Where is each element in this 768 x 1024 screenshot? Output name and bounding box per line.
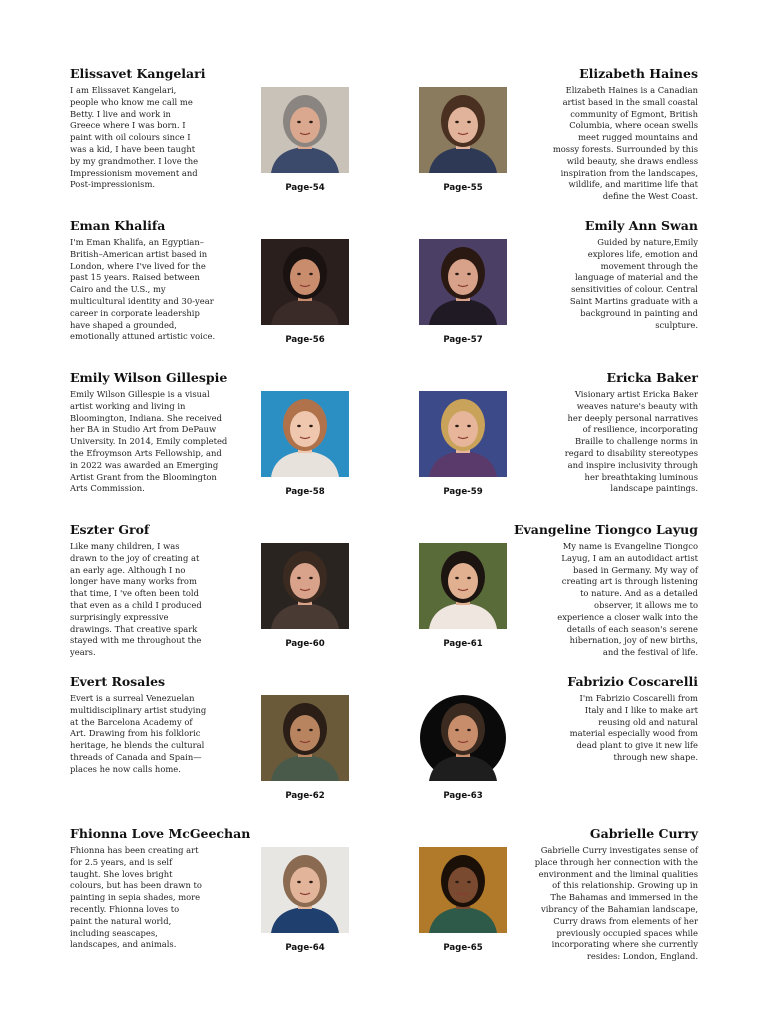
bio-line: I am Elissavet Kangelari, [70,85,177,95]
bio-line: Arts Commission. [70,483,145,494]
artist-bio [70,237,215,343]
artist-portrait [261,695,349,781]
bio-line: I'm Eman Khalifa, an Egyptian– [70,237,204,247]
bio-line: her breathtaking luminous [584,471,698,482]
bio-line: paint with oil colours since I [70,132,191,143]
bio-line: of this relationship. Growing up in [552,880,698,891]
bio-line: recently. Fhionna loves to [70,903,180,914]
artist-name: Evert Rosales [70,674,166,689]
bio-line: paint the natural world, [70,915,172,926]
page-reference: Page-59 [443,487,483,497]
bio-line: to nature. And as a detailed [580,588,698,599]
bio-line: reusing old and natural [598,716,698,727]
artist-name: Emily Wilson Gillespie [70,370,228,385]
bio-line: drawn to the joy of creating at [70,552,200,563]
artist-bio [553,85,698,203]
bio-line: have shaped a grounded, [70,319,177,330]
artist-bio [535,845,698,963]
artist-portrait [261,543,349,629]
bio-line: material especially wood from [569,728,698,739]
bio-line: that even as a child I produced [70,599,202,610]
artist-portrait [419,391,507,477]
bio-line: explores life, emotion and [587,248,698,259]
bio-line: Elizabeth Haines is a Canadian [565,85,698,95]
bio-line: and the festival of life. [602,647,698,658]
bio-line: taught. She loves bright [70,868,173,879]
bio-line: colours, but has been drawn to [70,880,202,891]
bio-line: wild beauty, she draws endless [566,155,698,166]
bio-line: place through her connection with the [534,856,698,867]
bio-line: language of material and the [575,272,698,283]
bio-line: Curry draws from elements of her [553,915,698,926]
bio-line: of resilience, incorporating [582,424,698,435]
bio-line: surprisingly expressive [70,611,169,622]
bio-line: Post-impressionism. [70,179,156,190]
artist-name: Eszter Grof [70,522,150,537]
bio-line: multicultural identity and 30-year [70,295,214,306]
bio-line: at the Barcelona Academy of [70,716,193,727]
bio-line: Betty. I live and work in [70,108,171,119]
artist-portrait [419,695,507,781]
artist-portrait [419,87,507,173]
bio-line: Artist Grant from the Bloomington [70,471,217,482]
bio-line: weaves nature's beauty with [576,400,698,411]
bio-line: vibrancy of the Bahamian landscape, [540,903,698,914]
bio-line: sculpture. [655,319,698,330]
bio-line: Guided by nature,Emily [597,237,698,247]
bio-line: previously occupied spaces while [556,927,698,938]
bio-line: places he now calls home. [70,763,181,774]
bio-line: that time, I 've often been told [70,588,199,599]
artist-portrait [419,543,507,629]
bio-line: sensitivities of colour. Central [571,284,698,295]
bio-line: the Efroymson Arts Fellowship, and [70,447,222,458]
bio-line: community of Egmont, British [570,108,698,119]
bio-line: Visionary artist Ericka Baker [574,389,698,399]
bio-line: artist based in the small coastal [562,96,698,107]
bio-line: Cairo and the U.S., my [70,284,166,295]
bio-line: longer have many works from [70,576,197,587]
artist-bio [70,693,206,776]
bio-line: background in painting and [580,307,698,318]
bio-line: based in Germany. My way of [573,564,698,575]
bio-line: Greece where I was born. I [70,120,186,131]
bio-line: including seascapes, [70,927,158,938]
bio-line: stayed with me throughout the [70,635,202,646]
page-reference: Page-55 [443,183,483,193]
bio-line: Layug, I am an autodidact artist [561,552,698,563]
bio-line: artist working and living in [70,400,186,411]
artist-name: Fabrizio Coscarelli [567,674,698,689]
bio-line: meet rugged mountains and [578,132,698,143]
bio-line: London, where I've lived for the [70,260,206,271]
bio-line: Art. Drawing from his folkloric [70,728,201,739]
artist-portrait [261,239,349,325]
bio-line: regard to disability stereotypes [564,447,698,458]
bio-line: Braille to challenge norms in [574,436,698,447]
artist-portrait [419,847,507,933]
bio-line: I'm Fabrizio Coscarelli from [579,693,698,703]
artist-name: Elizabeth Haines [579,66,698,81]
page-reference: Page-61 [443,639,483,649]
artist-bio [565,389,698,495]
bio-line: define the West Coast. [602,191,698,202]
artist-name: Evangeline Tiongco Layug [513,522,698,537]
bio-line: landscape paintings. [610,483,698,494]
artist-name: Emily Ann Swan [584,218,698,233]
artist-bio [570,237,698,331]
bio-line: for 2.5 years, and is self [70,856,173,867]
bio-line: Fhionna has been creating art [70,845,199,855]
bio-line: observer, it allows me to [594,599,698,610]
bio-line: drawings. That creative spark [70,623,198,634]
bio-line: past 15 years. Raised between [70,272,200,283]
bio-line: The Bahamas and immersed in the [550,892,698,903]
bio-line: resides: London, England. [586,951,698,962]
artist-name: Fhionna Love McGeechan [70,826,251,841]
bio-line: mossy forests. Surrounded by this [552,143,698,154]
bio-line: an early age. Although I no [70,564,186,575]
bio-line: was a kid, I have been taught [70,143,196,154]
page-reference: Page-58 [285,487,325,497]
bio-line: and inspire inclusivity through [567,459,698,470]
page-reference: Page-60 [285,639,325,649]
bio-line: Columbia, where ocean swells [569,120,698,131]
bio-line: My name is Evangeline Tiongco [562,541,698,551]
bio-line: Italy and I like to make art [584,704,698,715]
bio-line: by my grandmother. I love the [70,155,199,166]
page-reference: Page-54 [285,183,325,193]
artist-portrait [261,391,349,477]
bio-line: career in corporate leadership [70,307,200,318]
page-reference: Page-56 [285,335,325,345]
bio-line: years. [70,647,96,658]
bio-line: emotionally attuned artistic voice. [70,331,216,342]
bio-line: environment and the liminal qualities [538,868,698,879]
page-reference: Page-57 [443,335,483,345]
bio-line: threads of Canada and Spain— [70,751,202,762]
bio-line: movement through the [600,260,698,271]
bio-line: dead plant to give it new life [576,740,698,751]
bio-line: creating art is through listening [561,576,698,587]
bio-line: heritage, he blends the cultural [70,740,205,751]
bio-line: Impressionism movement and [70,167,198,178]
page-reference: Page-64 [285,943,325,953]
bio-line: wildlife, and maritime life that [568,179,698,190]
bio-line: Bloomington, Indiana. She received [70,412,222,423]
bio-line: University. In 2014, Emily completed [70,436,228,447]
bio-line: British–American artist based in [70,248,208,259]
artist-portrait [419,239,507,325]
bio-line: Saint Martins graduate with a [569,295,698,306]
bio-line: her deeply personal narratives [567,412,698,423]
bio-line: Evert is a surreal Venezuelan [70,693,195,703]
bio-line: multidisciplinary artist studying [70,704,207,715]
bio-line: details of each season's serene [566,623,698,634]
artist-name: Elissavet Kangelari [70,66,206,81]
bio-line: hibernation, joy of new births, [569,635,698,646]
artist-name: Gabrielle Curry [589,826,698,841]
bio-line: Like many children, I was [70,541,180,551]
bio-line: Emily Wilson Gillespie is a visual [70,389,210,399]
bio-line: landscapes, and animals. [70,939,177,950]
artist-bio [570,693,698,764]
artist-bio [70,85,198,191]
page-reference: Page-62 [285,791,325,801]
bio-line: in 2022 was awarded an Emerging [70,459,219,470]
bio-line: her BA in Studio Art from DePauw [70,424,217,435]
bio-line: Gabrielle Curry investigates sense of [540,845,698,855]
artist-name: Eman Khalifa [70,218,166,233]
page-reference: Page-63 [443,791,483,801]
artist-portrait [261,87,349,173]
artist-portrait [261,847,349,933]
bio-line: painting in sepia shades, more [70,892,201,903]
bio-line: incorporating where she currently [551,939,698,950]
artist-bio [70,541,202,659]
bio-line: experience a closer walk into the [557,611,698,622]
artist-name: Ericka Baker [606,370,698,385]
page-reference: Page-65 [443,943,483,953]
bio-line: inspiration from the landscapes, [560,167,698,178]
bio-line: people who know me call me [70,96,193,107]
artist-bio [557,541,698,659]
artist-bio [70,389,227,495]
bio-line: through new shape. [613,751,698,762]
artist-bio [70,845,202,951]
